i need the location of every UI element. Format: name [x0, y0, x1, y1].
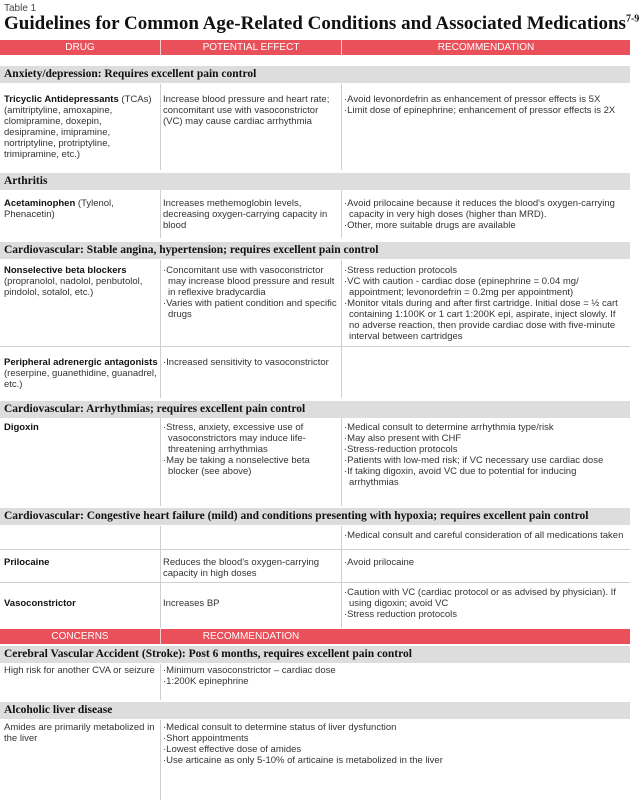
prilocaine-drug: Prilocaine: [4, 557, 50, 568]
stroke-concern: High risk for another CVA or seizure: [4, 665, 155, 676]
beta-blockers-effect: · Concomitant use with vasoconstrictor may increase blood pressure and result in reflexive bradycardia · Varies with patient condition and specific drugs: [163, 265, 339, 320]
header-drug: DRUG: [65, 42, 95, 53]
table-header-concerns: [0, 629, 630, 644]
header-recommendation-2: RECOMMENDATION: [202, 631, 300, 642]
title-reference: 7-9: [625, 13, 639, 25]
acetaminophen-effect: Increases methemoglobin levels, decreasing oxygen-carrying capacity in blood: [163, 198, 328, 231]
liver-concern: Amides are primarily metabolized in the liver: [4, 722, 155, 744]
vasoconstrictor-effect: Increases BP: [163, 598, 220, 609]
adrenergic-drug: Peripheral adrenergic antagonists (reserpine, guanethidine, guanadrel, etc.): [4, 357, 158, 390]
prilocaine-recommendation: · Avoid prilocaine: [344, 557, 628, 568]
liver-recommendation: · Medical consult to determine status of liver dysfunction · Short appointments · Lowest effective dose of amides · Use articaine as only 5-10% of articaine is metabolized in the liver: [163, 722, 603, 766]
vasoconstrictor-recommendation: · Caution with VC (cardiac protocol or as advised by physician). If using digoxin; avoid VC · Stress reduction protocols: [344, 587, 628, 620]
section-cardio-chf: Cardiovascular: Congestive heart failure (mild) and conditions presenting with hypoxia; requires excellent pain control: [0, 508, 630, 525]
tca-effect: Increase blood pressure and heart rate; concomitant use with vasoconstrictor (VC) may cause cardiac arrhythmia: [163, 94, 330, 127]
header-effect: POTENTIAL EFFECT: [202, 42, 300, 53]
table-header: [0, 40, 630, 55]
digoxin-recommendation: · Medical consult to determine arrhythmia type/risk · May also present with CHF · Stress-reduction protocols · Patients with low-med risk; if VC necessary use cardiac dose · If taking digoxin, avoid VC due to potential for inducing arrhythmias: [344, 422, 628, 488]
page-title: Guidelines for Common Age-Related Conditions and Associated Medications$^{7-9}$: [4, 13, 639, 34]
chf-general-recommendation: · Medical consult and careful consideration of all medications taken: [344, 530, 628, 541]
stroke-recommendation: · Minimum vasoconstrictor – cardiac dose · 1:200K epinephrine: [163, 665, 463, 687]
acetaminophen-recommendation: · Avoid prilocaine because it reduces the blood's oxygen-carrying capacity in very high doses (higher than MRD). · Other, more suitable drugs are available: [344, 198, 628, 231]
prilocaine-effect: Reduces the blood's oxygen-carrying capacity in high doses: [163, 557, 320, 579]
beta-blockers-drug: Nonselective beta blockers (propranolol, nadolol, penbutolol, pindolol, sotalol, etc.): [4, 265, 143, 298]
section-cardio-stable: Cardiovascular: Stable angina, hypertension; requires excellent pain control: [0, 242, 630, 259]
section-arthritis: Arthritis: [0, 173, 630, 190]
digoxin-drug: Digoxin: [4, 422, 39, 433]
section-liver: Alcoholic liver disease: [0, 702, 630, 719]
beta-blockers-recommendation: · Stress reduction protocols · VC with caution - cardiac dose (epinephrine = 0.04 mg/ appointment; levonordefrin = 0.2mg per appointment) · Monitor vitals during and after first cartridge. Initial dose = ½ cart containing 1:100K or 1 cart 1:200K epi, aspirate, inject slowly. If no adverse reaction, then provide cardiac dose with five-minute interval between cartridges: [344, 265, 628, 342]
header-recommendation: RECOMMENDATION: [437, 42, 535, 53]
section-cardio-arrhythmias: Cardiovascular: Arrhythmias; requires excellent pain control: [0, 401, 630, 418]
table-label: Table 1: [4, 3, 37, 14]
header-concerns: CONCERNS: [51, 631, 109, 642]
section-anxiety: Anxiety/depression: Requires excellent pain control: [0, 66, 630, 83]
tca-drug: Tricyclic Antidepressants (TCAs) (amitriptyline, amoxapine, clomipramine, doxepin, desipramine, imipramine, nortriptyline, protriptyline, trimipramine, etc.): [4, 94, 152, 160]
section-stroke: Cerebral Vascular Accident (Stroke): Post 6 months, requires excellent pain control: [0, 646, 630, 663]
tca-recommendation: · Avoid levonordefrin as enhancement of pressor effects is 5X · Limit dose of epinephrine; enhancement of pressor effects is 2X: [344, 94, 628, 116]
adrenergic-effect: · Increased sensitivity to vasoconstrictor: [163, 357, 339, 368]
digoxin-effect: · Stress, anxiety, excessive use of vasoconstrictors may induce life-threatening arrhythmias · May be taking a nonselective beta blocker (see above): [163, 422, 339, 477]
acetaminophen-drug: Acetaminophen (Tylenol, Phenacetin): [4, 198, 114, 220]
vasoconstrictor-drug: Vasoconstrictor: [4, 598, 76, 609]
